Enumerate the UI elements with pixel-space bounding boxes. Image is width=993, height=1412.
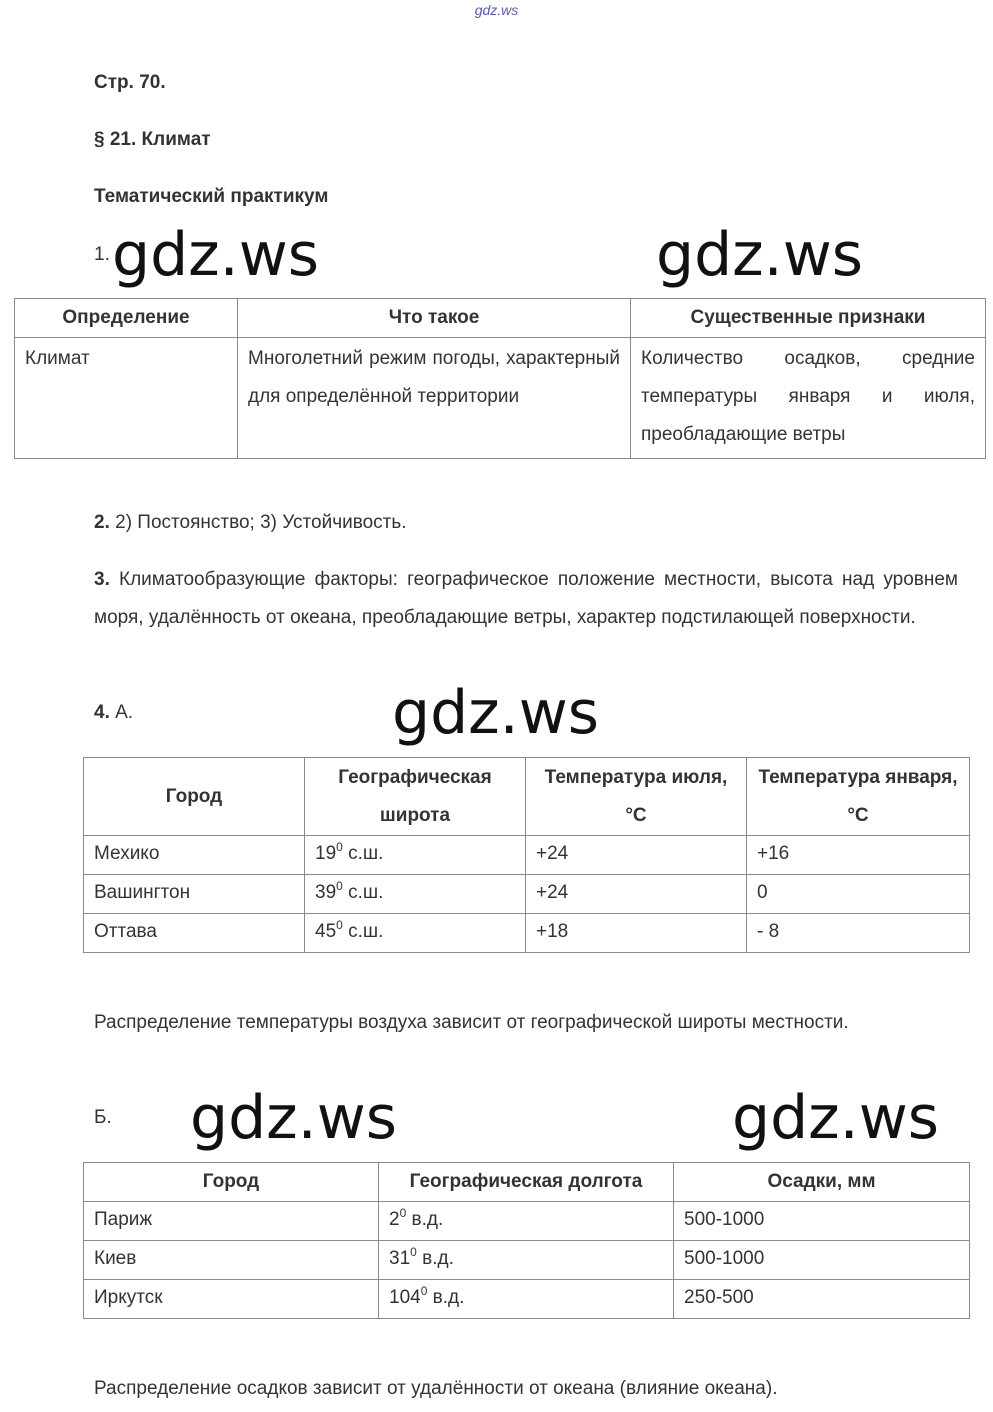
table-row <box>84 1280 970 1319</box>
cell-longitude <box>379 1241 674 1280</box>
cell-term: Климат <box>15 338 238 459</box>
lon-suffix: в.д. <box>416 1248 454 1269</box>
cell-city: Мехико <box>84 836 305 875</box>
task4-number: 4. <box>94 702 110 723</box>
lat-suffix: с.ш. <box>342 843 384 864</box>
cell-features: Количество осадков, средние температуры января и июля, преобладающие ветры <box>631 338 986 459</box>
lat-suffix: с.ш. <box>342 882 384 903</box>
task4-b-label: Б. <box>94 1107 112 1128</box>
subtitle: Тематический практикум <box>94 186 329 207</box>
header-what: Что такое <box>238 299 631 338</box>
cell-precipitation: 500-1000 <box>674 1202 970 1241</box>
table-row <box>84 875 970 914</box>
cell-city: Вашингтон <box>84 875 305 914</box>
task4-a-label: А. <box>109 702 134 723</box>
table-header-row <box>84 758 970 836</box>
precipitation-table <box>83 1162 970 1319</box>
degree-mark: 0 <box>399 1206 407 1220</box>
cell-city: Иркутск <box>84 1280 379 1319</box>
lat-value: 45 <box>315 921 337 942</box>
task4-a-heading <box>94 702 133 724</box>
watermark: gdz.ws <box>732 1083 940 1153</box>
degree-mark: 0 <box>410 1245 417 1259</box>
cell-longitude <box>379 1280 674 1319</box>
page-ref: Стр. 70. <box>94 72 166 93</box>
cell-city: Оттава <box>84 914 305 953</box>
lon-suffix: в.д. <box>406 1209 444 1230</box>
degree-mark: 0 <box>336 918 343 932</box>
cell-july: +18 <box>526 914 747 953</box>
lon-value: 2 <box>389 1209 400 1230</box>
cell-january: 0 <box>747 875 970 914</box>
cell-january: - 8 <box>747 914 970 953</box>
header-latitude: Географическая широта <box>305 758 526 836</box>
degree-mark: 0 <box>336 840 343 854</box>
temperature-table <box>83 757 970 953</box>
lat-value: 19 <box>315 843 337 864</box>
header-city: Город <box>84 1163 379 1202</box>
lon-suffix: в.д. <box>427 1287 465 1308</box>
cell-city: Париж <box>84 1202 379 1241</box>
watermark: gdz.ws <box>656 220 864 290</box>
section-title: § 21. Климат <box>94 129 211 150</box>
header-precipitation: Осадки, мм <box>674 1163 970 1202</box>
table-row <box>84 1241 970 1280</box>
lat-value: 39 <box>315 882 337 903</box>
degree-mark: 0 <box>420 1284 428 1298</box>
header-january-temp: Температура января, °С <box>747 758 970 836</box>
cell-latitude <box>305 914 526 953</box>
table-row <box>84 914 970 953</box>
cell-city: Киев <box>84 1241 379 1280</box>
table-row <box>84 1202 970 1241</box>
watermark: gdz.ws <box>112 220 320 290</box>
table-header-row <box>15 299 986 338</box>
lat-suffix: с.ш. <box>342 921 384 942</box>
header-longitude: Географическая долгота <box>379 1163 674 1202</box>
site-watermark-top: gdz.ws <box>474 2 519 18</box>
degree-mark: 0 <box>336 879 343 893</box>
cell-latitude <box>305 836 526 875</box>
table-row <box>15 338 986 459</box>
cell-latitude <box>305 875 526 914</box>
header-definition: Определение <box>15 299 238 338</box>
conclusion-a: Распределение температуры воздуха зависит от географической широты местности. <box>94 1012 849 1033</box>
lon-value: 31 <box>389 1248 411 1269</box>
task2-text: 2) Постоянство; 3) Устойчивость. <box>109 512 407 533</box>
task1-number: 1. <box>94 244 110 265</box>
cell-july: +24 <box>526 875 747 914</box>
table-header-row <box>84 1163 970 1202</box>
cell-longitude <box>379 1202 674 1241</box>
task3 <box>94 561 958 637</box>
cell-january: +16 <box>747 836 970 875</box>
conclusion-b: Распределение осадков зависит от удалённости от океана (влияние океана). <box>94 1378 778 1399</box>
task2 <box>94 512 407 534</box>
cell-precipitation: 250-500 <box>674 1280 970 1319</box>
header-july-temp: Температура июля, °С <box>526 758 747 836</box>
lon-value: 104 <box>389 1287 421 1308</box>
cell-july: +24 <box>526 836 747 875</box>
definition-table <box>14 298 986 459</box>
header-features: Существенные признаки <box>631 299 986 338</box>
table-row <box>84 836 970 875</box>
cell-precipitation: 500-1000 <box>674 1241 970 1280</box>
task2-number: 2. <box>94 512 110 533</box>
header-city: Город <box>84 758 305 836</box>
watermark: gdz.ws <box>392 678 600 748</box>
task3-text: Климатообразующие факторы: географическое положение местности, высота над уровнем моря, удалённость от океана, преобладающие ветры, характер подстилающей поверхности. <box>94 569 958 628</box>
cell-what: Многолетний режим погоды, характерный для определённой территории <box>238 338 631 459</box>
task3-number: 3. <box>94 569 110 590</box>
watermark: gdz.ws <box>190 1083 398 1153</box>
